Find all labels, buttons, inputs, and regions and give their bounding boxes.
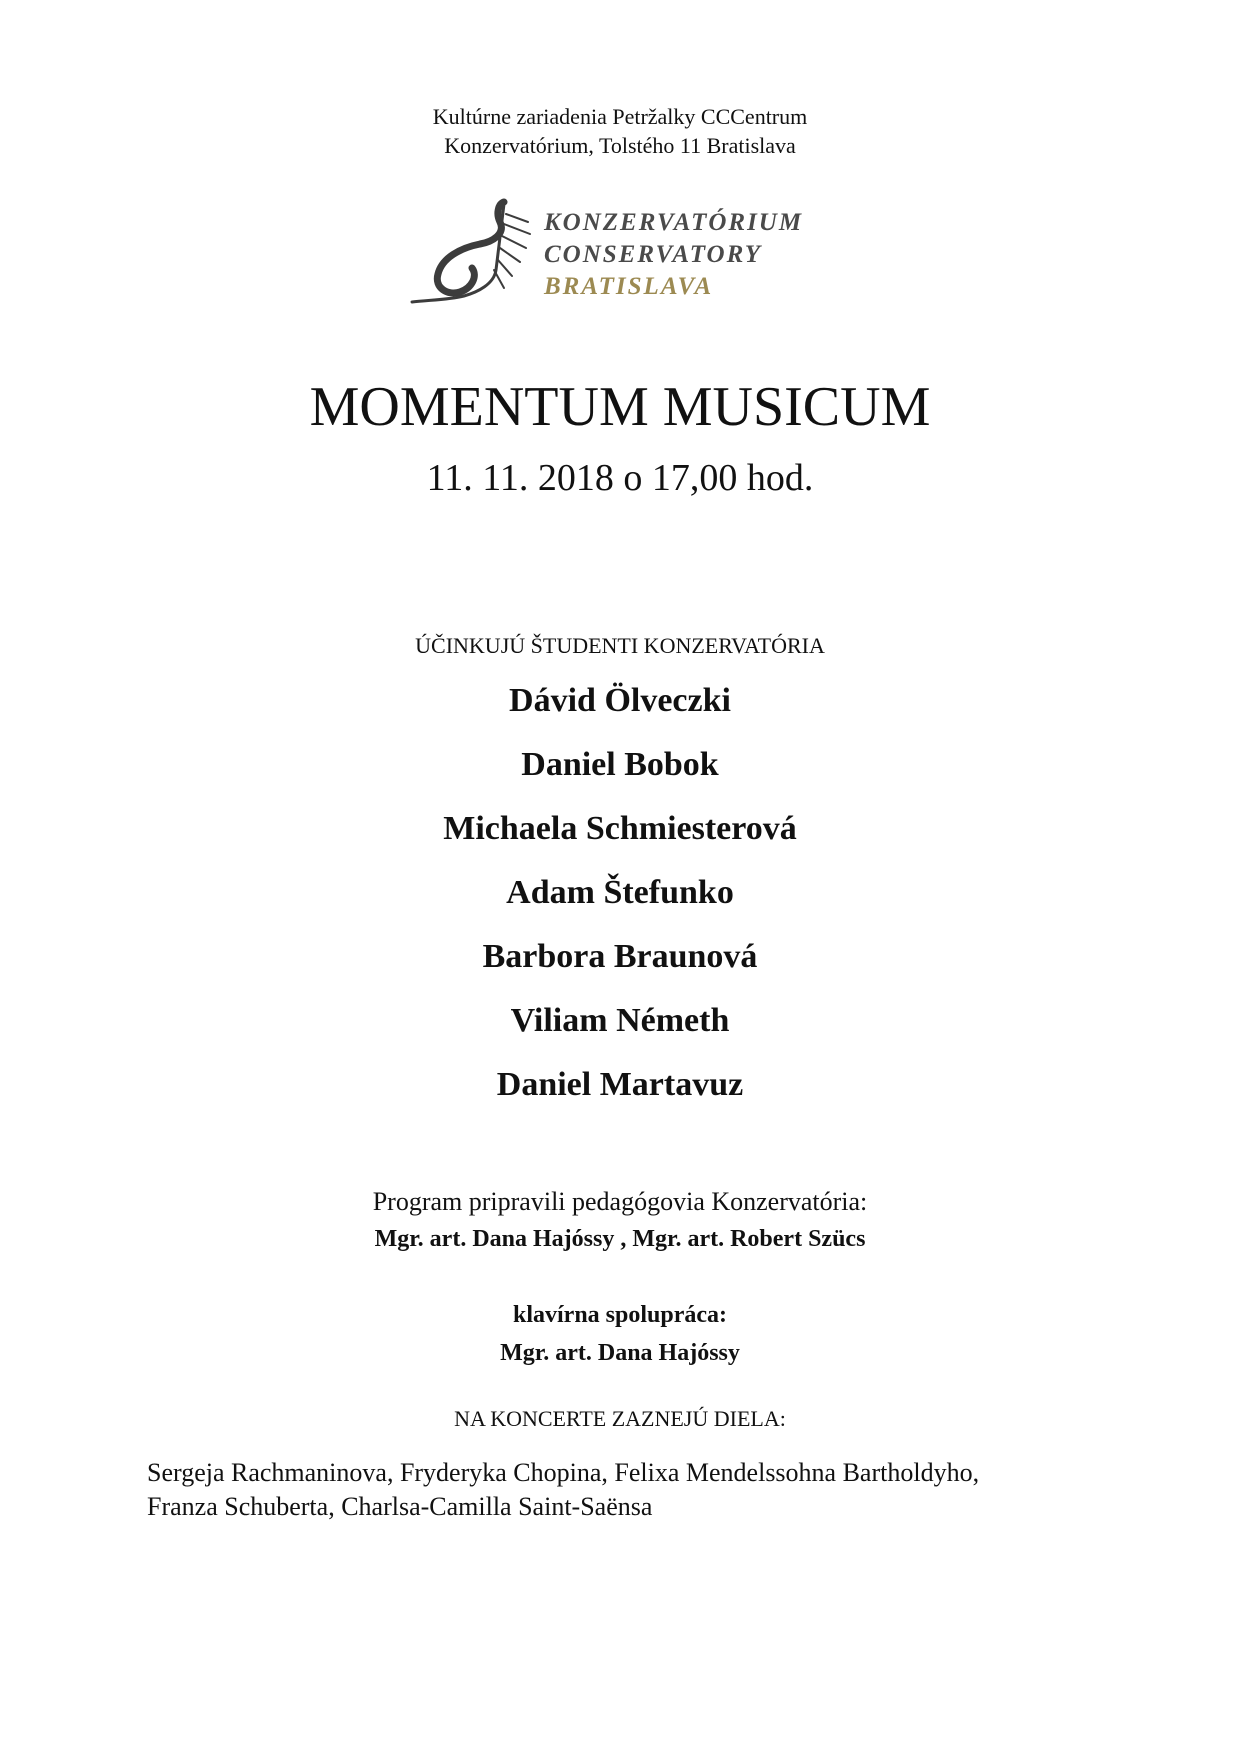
treble-clef-logo-icon: [408, 196, 538, 308]
program-prepared-label: Program pripravili pedagógovia Konzervatória:: [372, 1187, 868, 1216]
performer-name: Daniel Martavuz: [496, 1066, 744, 1103]
venue-line: Konzervatórium, Tolstého 11 Bratislava: [444, 133, 796, 158]
event-datetime: 11. 11. 2018 o 17,00 hod.: [426, 457, 814, 499]
conservatory-logo: [408, 196, 828, 308]
performer-name: Michaela Schmiesterová: [443, 810, 797, 847]
piano-collaboration-name: Mgr. art. Dana Hajóssy: [500, 1340, 740, 1366]
logo-text-bratislava: BRATISLAVA: [544, 273, 714, 300]
organizer-line: Kultúrne zariadenia Petržalky CCCentrum: [432, 104, 808, 129]
performer-name: Dávid Ölveczki: [509, 682, 731, 719]
logo-text-konzervatorium: KONZERVATÓRIUM: [544, 209, 804, 236]
works-heading: NA KONCERTE ZAZNEJÚ DIELA:: [454, 1406, 786, 1431]
works-line-2: Franza Schuberta, Charlsa-Camilla Saint-Saënsa: [147, 1492, 653, 1521]
program-prepared-names: Mgr. art. Dana Hajóssy , Mgr. art. Robert Szücs: [374, 1226, 866, 1252]
logo-text-conservatory: CONSERVATORY: [544, 241, 763, 268]
event-title: MOMENTUM MUSICUM: [309, 376, 931, 438]
works-line-1: Sergeja Rachmaninova, Fryderyka Chopina, Felixa Mendelssohna Bartholdyho,: [147, 1458, 980, 1487]
performer-name: Barbora Braunová: [482, 938, 758, 975]
performer-name: Viliam Németh: [510, 1002, 730, 1039]
performer-name: Daniel Bobok: [521, 746, 719, 783]
performer-name: Adam Štefunko: [506, 874, 734, 911]
performers-heading: ÚČINKUJÚ ŠTUDENTI KONZERVATÓRIA: [415, 633, 825, 658]
piano-collaboration-label: klavírna spolupráca:: [512, 1302, 728, 1328]
